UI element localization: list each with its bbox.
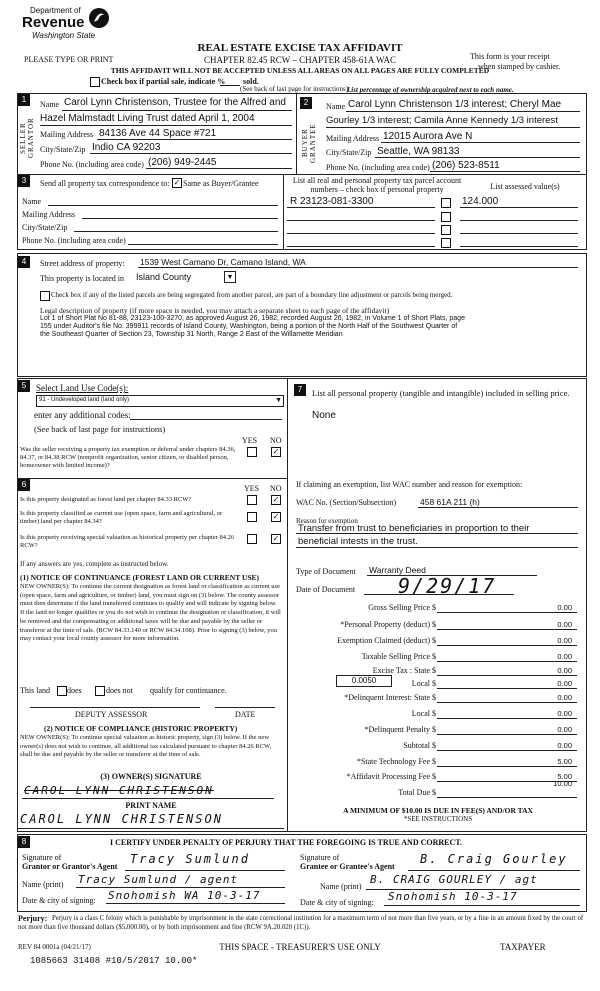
- seller-side-label: SELLER GRANTOR: [19, 117, 35, 159]
- personal-value[interactable]: 0.00: [557, 620, 572, 629]
- historic-yes-checkbox[interactable]: [247, 534, 257, 544]
- tech-fee-value[interactable]: 5.00: [557, 757, 572, 766]
- delinq-state-rule: [437, 702, 577, 703]
- grantor-signature[interactable]: Tracy Sumlund: [130, 852, 250, 866]
- seller-name-rule1: [62, 110, 292, 111]
- wac-value[interactable]: 458 61A 211 (h): [420, 497, 480, 507]
- grantee-sig-label-1: Signature of: [300, 853, 340, 862]
- section-2-number: 2: [300, 97, 312, 109]
- penalty-rule: [437, 734, 577, 735]
- assessor-date-label: DATE: [235, 710, 256, 719]
- buyer-side-label: BUYER GRANTEE: [301, 123, 317, 163]
- qualify-label: qualify for continuance.: [150, 686, 227, 695]
- owner-print-name[interactable]: CAROL LYNN CHRISTENSON: [20, 812, 223, 826]
- street-address[interactable]: 1539 West Camano Dr, Camano Island, WA: [140, 257, 306, 267]
- exemption-question: Was the seller receiving a property tax exemption or deferral under chapters 84.36, 84.37, or 84.38 RCW (nonprofit organization, senior citizen, or disabled person, homeowner with limited income)?: [20, 446, 236, 469]
- reason-label: Reason for exemption: [296, 517, 358, 525]
- section-8-number: 8: [18, 836, 30, 848]
- type-or-print: PLEASE TYPE OR PRINT: [24, 55, 114, 64]
- assessed-value-1[interactable]: 124.000: [462, 196, 499, 207]
- notice-1-text: NEW OWNER(S): To continue the current designation as forest land or classification as current use (open space, farm and agriculture, or timber) land, you must sign on (3) below. The county assessor must then determine if the land transferred continues to qualify and will indicate by signing below. If the land no longer qualifies or you do not wish to continue the designation or classification, it will be removed and the compensating or additional taxes will be due and payable by the seller or transferor at the time of sale. (RCW 84.33.140 or RCW 84.34.108). Prior to signing (3) below, you may contact your local county assessor for more information.: [20, 583, 281, 643]
- buyer-name-label: Name: [326, 102, 346, 111]
- buyer-city-rule: [375, 157, 580, 158]
- section-3-number: 3: [18, 175, 30, 187]
- section-5-number: 5: [18, 380, 30, 392]
- assessed-4-field[interactable]: [460, 246, 578, 247]
- processing-fee-label: *Affidavit Processing Fee $: [346, 772, 436, 781]
- buyer-phone[interactable]: (206) 523-8511: [432, 160, 500, 171]
- section-1-number: 1: [18, 94, 30, 106]
- parcel-2-personal-checkbox[interactable]: [441, 212, 451, 222]
- grantor-date-rule: [106, 903, 285, 904]
- exemption-no-checkbox[interactable]: ✓: [272, 447, 280, 456]
- buyer-city-label: City/State/Zip: [326, 148, 372, 157]
- buyer-city[interactable]: Seattle, WA 98133: [377, 146, 460, 157]
- penalty-label: *Delinquent Penalty $: [364, 725, 436, 734]
- parcel-3-personal-checkbox[interactable]: [441, 225, 451, 235]
- exemption-yes-checkbox[interactable]: [247, 447, 257, 457]
- corr-city-label: City/State/Zip: [22, 223, 68, 232]
- sold-label: sold.: [243, 77, 259, 86]
- corr-mailing-label: Mailing Address: [22, 210, 76, 219]
- local-value[interactable]: 0.00: [557, 679, 572, 688]
- deputy-assessor-label: DEPUTY ASSESSOR: [75, 710, 148, 719]
- grantee-sig-rule: [408, 870, 580, 871]
- taxable-rule: [437, 661, 577, 662]
- print-name-rule: [18, 828, 284, 829]
- chevron-down-icon: ▼: [275, 396, 282, 404]
- seller-name-line1[interactable]: Carol Lynn Christenson, Trustee for the Alfred and: [64, 97, 286, 108]
- grantor-sig-rule: [125, 870, 285, 871]
- seller-name-line2[interactable]: Hazel Malmstadt Living Trust dated April 1, 2004: [40, 113, 255, 124]
- corr-phone-label: Phone No. (including area code): [22, 236, 126, 245]
- grantee-date-label: Date & city of signing:: [300, 898, 374, 907]
- same-as-buyer-checkbox[interactable]: ✓: [173, 178, 181, 187]
- additional-codes-field[interactable]: [130, 419, 282, 420]
- section-7-number: 7: [294, 384, 306, 396]
- street-rule: [138, 267, 578, 268]
- does-not-checkbox[interactable]: [95, 686, 105, 696]
- buyer-name-line2[interactable]: Gourley 1/3 interest; Camila Anne Kennedy 1/3 interest: [326, 115, 558, 126]
- legal-desc-line1[interactable]: Lot 1 of Short Plat No 81-88, 23123-100-3270, as approved August 26, 1982, recorded August 26, 1982, in Volume 1 of Short Plats, page: [40, 315, 465, 322]
- personal-property-label: List all personal property (tangible and intangible) included in selling price.: [312, 388, 570, 398]
- does-not-label: does not: [106, 686, 133, 695]
- segregated-label: Check box if any of the listed parcels are being segregated from another parcel, are part of a boundary line adjustment or parcels being merged.: [51, 291, 453, 299]
- partial-percent-field[interactable]: [220, 85, 240, 86]
- legal-desc-line3[interactable]: the Southeast Quarter of Section 23, Township 31 North, Range 2 East of the Willamette Meridian: [40, 331, 343, 338]
- legal-desc-line2[interactable]: 155 under Auditor's file No. 399911 records of Island County, Washington, being a portion of the North Half of the Southwest Quarter of: [40, 323, 458, 330]
- subtotal-rule: [437, 750, 577, 751]
- current-use-yes-checkbox[interactable]: [247, 512, 257, 522]
- delinq-local-rule: [437, 718, 577, 719]
- seller-city[interactable]: Indio CA 92203: [92, 142, 161, 153]
- land-use-value: 91 - Undeveloped land (land only): [39, 397, 130, 403]
- grantor-date-city[interactable]: Snohomish WA 10-3-17: [108, 889, 261, 902]
- revenue-label: Revenue: [22, 14, 85, 31]
- this-land-label: This land: [20, 686, 50, 695]
- owner-signature[interactable]: CAROL LYNN CHRISTENSON: [24, 784, 214, 797]
- instructions-note: (See back of last page for instructions): [240, 85, 349, 93]
- dor-logo: [22, 6, 122, 50]
- does-label: does: [67, 686, 82, 695]
- notice-2-text: NEW OWNER(S): To continue special valuation as historic property, sign (3) below. If the new owner(s) does not wish to continue, all additional tax calculated pursuant to chapter 84.26 RCW, shall be due and payable by the seller or transferor at the time of sale.: [20, 734, 272, 759]
- taxpayer-label: TAXPAYER: [500, 942, 546, 952]
- treasurer-receipt-stamp: 1085663 31408 #10/5/2017 10.00*: [30, 956, 198, 966]
- penalty-value[interactable]: 0.00: [557, 725, 572, 734]
- reason-line1[interactable]: Transfer from trust to beneficiaries in proportion to their: [298, 523, 530, 534]
- tech-fee-label: *State Technology Fee $: [356, 757, 436, 766]
- parcel-number-1[interactable]: R 23123-081-3300: [290, 196, 374, 207]
- deputy-assessor-field[interactable]: [30, 707, 200, 708]
- additional-codes-label: enter any additional codes:: [34, 410, 131, 420]
- lower-divider: [287, 378, 288, 831]
- dor-emblem-icon: [88, 6, 110, 30]
- owner-sig-rule: [22, 798, 274, 799]
- gross-label: Gross Selling Price $: [368, 603, 436, 612]
- grantee-date-rule: [384, 905, 580, 906]
- current-use-no-checkbox[interactable]: ✓: [272, 512, 280, 521]
- buyer-name-rule2: [326, 127, 580, 128]
- exempt-label: Exemption Claimed (deduct) $: [337, 636, 436, 645]
- grantor-sig-label-2: Grantor or Grantor's Agent: [22, 862, 118, 871]
- corr-phone-field[interactable]: [128, 244, 278, 245]
- total-due-label: Total Due $: [398, 788, 436, 797]
- corr-mailing-field[interactable]: [82, 218, 278, 219]
- exempt-rule: [437, 645, 577, 646]
- doc-date-rule: [364, 594, 514, 595]
- owner-sig-label: (3) OWNER(S) SIGNATURE: [100, 772, 202, 781]
- receipt-note-2: when stamped by cashier.: [478, 62, 561, 71]
- wac-rule: [418, 507, 578, 508]
- seller-phone[interactable]: (206) 949-2445: [148, 157, 217, 168]
- gross-rule: [437, 612, 577, 613]
- tech-fee-rule: [437, 766, 577, 767]
- reason-line2[interactable]: beneficial intests in the trust.: [298, 536, 418, 547]
- processing-fee-value[interactable]: 5.00: [557, 772, 572, 781]
- seller-mailing[interactable]: 84136 Ave 44 Space #721: [99, 128, 217, 139]
- subtotal-label: Subtotal $: [403, 741, 436, 750]
- parcel-4-personal-checkbox[interactable]: [441, 238, 451, 248]
- notice-2-title: (2) NOTICE OF COMPLIANCE (HISTORIC PROPERTY): [44, 724, 238, 733]
- grantor-date-label: Date & city of signing:: [22, 896, 96, 905]
- corr-name-field[interactable]: [48, 205, 278, 206]
- personal-rule: [437, 629, 577, 630]
- seller-phone-label: Phone No. (including area code): [40, 160, 144, 169]
- form-chapters: CHAPTER 82.45 RCW – CHAPTER 458-61A WAC: [204, 55, 396, 65]
- buyer-mailing[interactable]: 12015 Aurora Ave N: [383, 131, 473, 142]
- minimum-due-note: A MINIMUM OF $10.00 IS DUE IN FEE(S) AND/OR TAX: [343, 806, 533, 815]
- forest-no-checkbox[interactable]: ✓: [272, 495, 280, 504]
- excise-label: Excise Tax : State $: [372, 666, 436, 675]
- taxable-label: Taxable Selling Price $: [361, 652, 436, 661]
- assessed-2-field[interactable]: [460, 220, 578, 221]
- county-dropdown-button[interactable]: [224, 271, 236, 283]
- taxable-value[interactable]: 0.00: [557, 652, 572, 661]
- s6-yes-header: YES: [244, 484, 260, 493]
- grantee-signature[interactable]: B. Craig Gourley: [420, 852, 568, 866]
- section-5-6-divider: [17, 478, 288, 479]
- if-yes-note: If any answers are yes, complete as instructed below.: [20, 560, 169, 568]
- historic-no-checkbox[interactable]: ✓: [272, 534, 280, 543]
- seller-mailing-rule: [97, 139, 292, 140]
- washington-state-label: Washington State: [32, 31, 96, 40]
- see-back-label: (See back of last page for instructions): [34, 424, 166, 434]
- assessed-rule-1: [460, 207, 578, 208]
- assessed-3-field[interactable]: [460, 233, 578, 234]
- parcel-3-field[interactable]: [287, 233, 435, 234]
- land-use-label: Select Land Use Code(s):: [36, 383, 129, 393]
- personal-label: *Personal Property (deduct) $: [340, 620, 436, 629]
- current-use-question: Is this property classified as current use (open space, farm and agricultural, or timber) land per chapter 84.34?: [20, 510, 223, 525]
- s5-no-header: NO: [270, 436, 282, 445]
- exempt-value[interactable]: 0.00: [557, 636, 572, 645]
- buyer-mailing-label: Mailing Address: [326, 134, 380, 143]
- chevron-down-icon: ▼: [226, 273, 234, 281]
- section-4-number: 4: [18, 256, 30, 268]
- section-6-number: 6: [18, 479, 30, 491]
- buyer-mailing-rule: [381, 142, 580, 143]
- buyer-name-line1[interactable]: Carol Lynn Christenson 1/3 interest; Cheryl Mae: [348, 99, 562, 110]
- legal-desc-label: Legal description of property (if more space is needed, you may attach a separate sheet to each page of the affidavit): [40, 306, 390, 315]
- see-instructions-note: *SEE INSTRUCTIONS: [403, 815, 473, 823]
- perjury-label: Perjury:: [18, 914, 48, 923]
- buyer-phone-label: Phone No. (including area code): [326, 163, 430, 172]
- section-divider-1-2: [296, 93, 297, 174]
- doc-type-label: Type of Document: [296, 567, 356, 576]
- street-address-label: Street address of property:: [40, 259, 125, 268]
- grantee-sig-label-2: Grantee or Grantee's Agent: [300, 862, 395, 871]
- forest-question: Is this property designated as forest land per chapter 84.33 RCW?: [20, 496, 192, 503]
- delinq-state-value[interactable]: 0.00: [557, 693, 572, 702]
- doc-type-value[interactable]: Warranty Deed: [369, 565, 426, 575]
- form-revision: REV 84 0001a (04/21/17): [18, 943, 91, 951]
- grantor-name-rule: [76, 887, 285, 888]
- wac-label: WAC No. (Section/Subsection): [296, 498, 397, 507]
- seller-name-label: Name: [40, 100, 60, 109]
- corr-name-label: Name: [22, 197, 42, 206]
- seller-phone-rule: [146, 168, 292, 169]
- section-divider-3: [283, 174, 284, 249]
- send-correspondence-label: Send all property tax correspondence to:: [40, 179, 170, 188]
- forest-yes-checkbox[interactable]: [247, 495, 257, 505]
- gross-value[interactable]: 0.00: [557, 603, 572, 612]
- partial-sale-checkbox[interactable]: [90, 77, 100, 87]
- seller-city-label: City/State/Zip: [40, 145, 86, 154]
- grantor-name-label: Name (print): [22, 880, 64, 889]
- parcel-header-1: List all real and personal property tax parcel account: [292, 176, 462, 185]
- parcel-4-field[interactable]: [287, 246, 435, 247]
- doc-date-label: Date of Document: [296, 585, 356, 594]
- parcel-header-2: numbers – check box if personal property: [310, 185, 444, 194]
- delinq-state-label: *Delinquent Interest: State $: [344, 693, 436, 702]
- subtotal-value[interactable]: 0.00: [557, 741, 572, 750]
- ownership-note: List percentage of ownership acquired next to each name.: [347, 86, 514, 94]
- total-due-rule: [437, 797, 577, 798]
- certify-statement: I CERTIFY UNDER PENALTY OF PERJURY THAT THE FOREGOING IS TRUE AND CORRECT.: [110, 838, 463, 847]
- reason-rule2: [296, 547, 578, 548]
- parcel-1-personal-checkbox[interactable]: [441, 198, 451, 208]
- seller-name-rule2: [40, 125, 292, 126]
- grantee-print-name[interactable]: B. CRAIG GOURLEY / agt: [370, 873, 538, 886]
- parcel-rule-1: [287, 207, 435, 208]
- excise-value[interactable]: 0.00: [557, 666, 572, 675]
- buyer-name-rule1: [346, 111, 580, 112]
- seller-mailing-label: Mailing Address: [40, 130, 94, 139]
- treasurer-space: THIS SPACE - TREASURER'S USE ONLY: [219, 942, 381, 952]
- parcel-2-field[interactable]: [287, 220, 435, 221]
- historic-question: Is this property receiving special valuation as historical property per chapter 84.26 RCW?: [20, 534, 235, 549]
- delinq-local-label: Local $: [411, 709, 436, 718]
- form-title: REAL ESTATE EXCISE TAX AFFIDAVIT: [197, 42, 403, 54]
- s5-yes-header: YES: [242, 436, 258, 445]
- receipt-note-1: This form is your receipt: [470, 52, 550, 61]
- perjury-text: Perjury is a class C felony which is punishable by imprisonment in the state correctional institution for a maximum term of not more than five years, or by a fine in an amount fixed by the court of not more than five thousand dollars ($5,000.00), or by both imprisonment and fine (RCW 9A.20.020 (1C)).: [18, 915, 584, 931]
- print-name-label: PRINT NAME: [125, 801, 177, 810]
- land-use-select[interactable]: [36, 395, 284, 407]
- same-as-buyer-label: Same as Buyer/Grantee: [183, 179, 259, 188]
- local-rule: [437, 688, 577, 689]
- grantee-date-city[interactable]: Snohomish 10-3-17: [388, 890, 518, 903]
- total-due-value[interactable]: 10.00: [553, 779, 572, 788]
- excise-rule: [437, 675, 577, 676]
- personal-property-value[interactable]: None: [312, 410, 336, 421]
- seller-city-rule: [90, 153, 292, 154]
- buyer-phone-rule: [430, 171, 580, 172]
- corr-city-field[interactable]: [74, 231, 278, 232]
- exemption-claim-label: If claiming an exemption, list WAC number and reason for exemption:: [296, 480, 523, 489]
- local-rate-field[interactable]: 0.0050: [336, 675, 392, 687]
- county-select[interactable]: Island County: [136, 272, 192, 282]
- partial-sale-label: Check box if partial sale, indicate %: [101, 77, 226, 86]
- notice-1-title: (1) NOTICE OF CONTINUANCE (FOREST LAND OR CURRENT USE): [20, 573, 260, 582]
- local-label: Local $: [411, 679, 436, 688]
- located-in-label: This property is located in: [40, 274, 124, 283]
- grantor-sig-label-1: Signature of: [22, 853, 62, 862]
- does-checkbox[interactable]: [57, 686, 67, 696]
- grantor-print-name[interactable]: Tracy Sumlund / agent: [78, 873, 239, 886]
- dept-of-label: Department of: [30, 6, 81, 15]
- delinq-local-value[interactable]: 0.00: [557, 709, 572, 718]
- reason-rule1: [296, 533, 578, 534]
- doc-date-value[interactable]: 9/29/17: [398, 574, 497, 598]
- s6-no-header: NO: [270, 484, 282, 493]
- grantee-name-label: Name (print): [320, 882, 362, 891]
- form-warning: THIS AFFIDAVIT WILL NOT BE ACCEPTED UNLESS ALL AREAS ON ALL PAGES ARE FULLY COMPLETED: [110, 66, 490, 75]
- assessed-header: List assessed value(s): [490, 182, 560, 191]
- assessor-date-field[interactable]: [215, 707, 275, 708]
- segregated-checkbox[interactable]: [40, 291, 50, 301]
